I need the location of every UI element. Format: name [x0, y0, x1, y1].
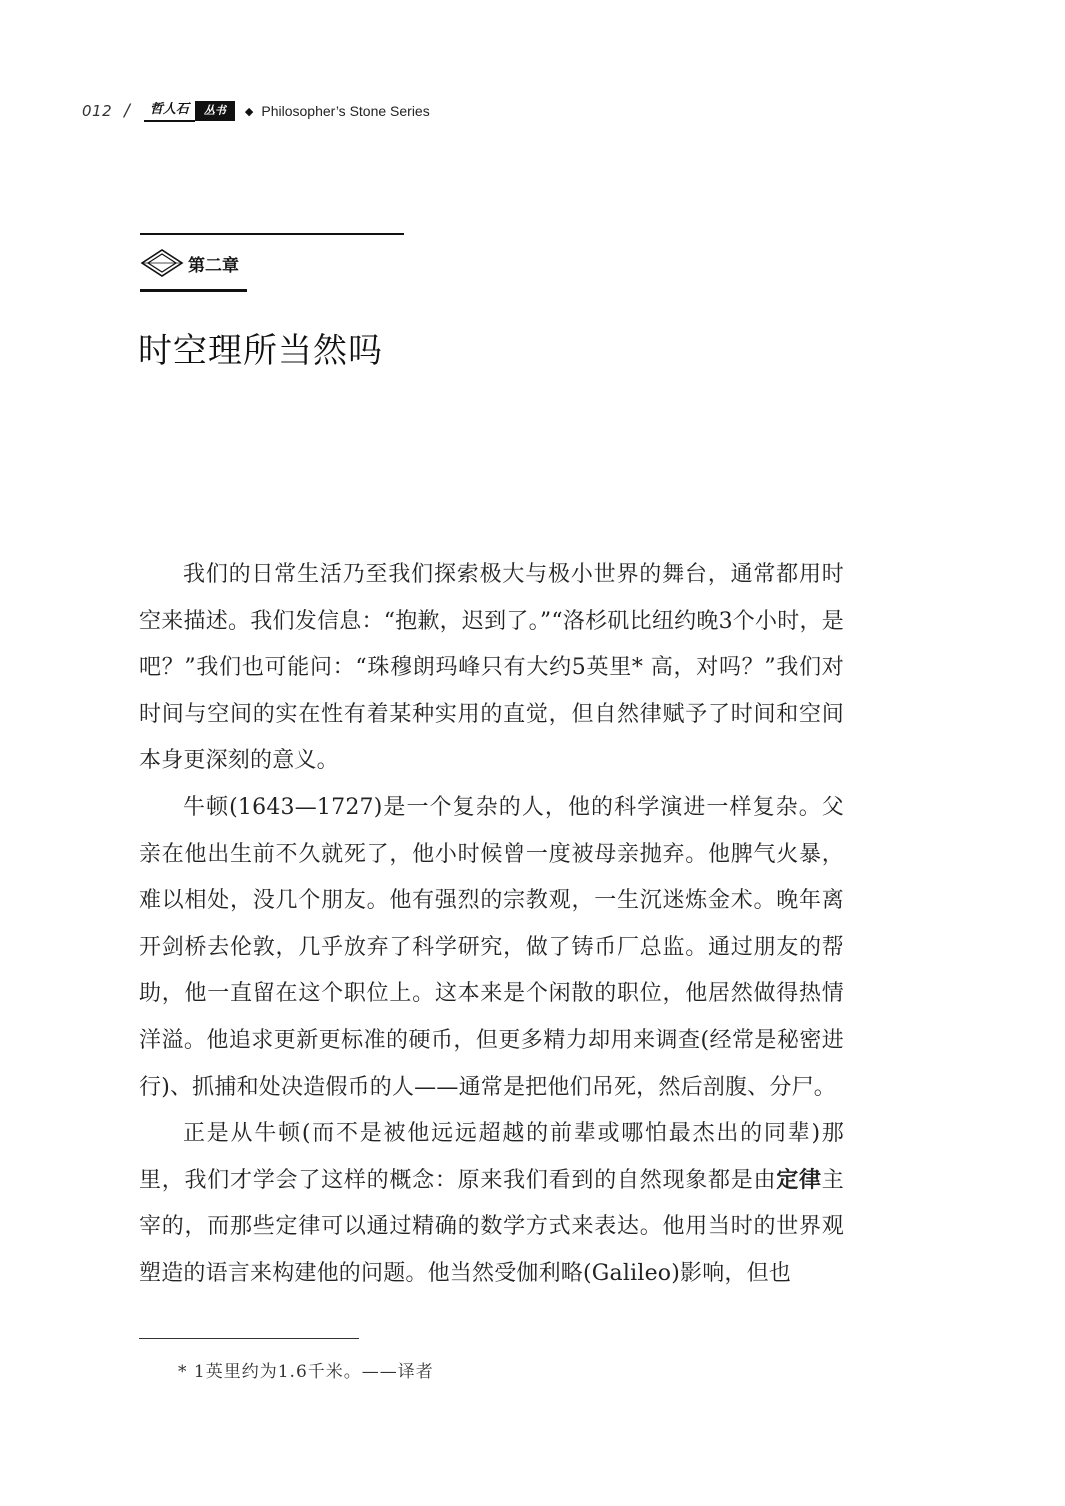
header-separator: / — [124, 101, 130, 121]
bold-term: 定律 — [776, 1167, 822, 1193]
logo-left-text: 哲人石 — [144, 100, 195, 122]
footnote: * 1英里约为1.6千米。——译者 — [178, 1362, 434, 1382]
footnote-rule — [139, 1338, 359, 1339]
paragraph-3-start: 正是从牛顿(而不是被他远远超越的前辈或哪怕最杰出的同辈)那里，我们才学会了这样的概念：原来我们看到的自然现象都是由 — [139, 1121, 844, 1193]
body-text — [139, 552, 844, 1298]
paragraph-1: 我们的日常生活乃至我们探索极大与极小世界的舞台，通常都用时空来描述。我们发信息：“抱歉，迟到了。”“洛杉矶比纽约晚3个小时，是吧？”我们也可能问：“珠穆朗玛峰只有大约5英里* 高，对吗？”我们对时间与空间的实在性有着某种实用的直觉，但自然律赋予了时间和空间本身更深刻的意义。 — [139, 562, 844, 774]
paragraph-2: 牛顿(1643—1727)是一个复杂的人，他的科学演进一样复杂。父亲在他出生前不久就死了，他小时候曾一度被母亲抛弃。他脾气火暴，难以相处，没几个朋友。他有强烈的宗教观，一生沉迷炼金术。晚年离开剑桥去伦敦，几乎放弃了科学研究，做了铸币厂总监。通过朋友的帮助，他一直留在这个职位上。这本来是个闲散的职位，他居然做得热情洋溢。他追求更新更标准的硬币，但更多精力却用来调查(经常是秘密进行)、抓捕和处决造假币的人——通常是把他们吊死，然后剖腹、分尸。 — [139, 794, 844, 1100]
page-number: 012 — [82, 102, 113, 120]
running-header — [82, 98, 430, 124]
chapter-heading — [140, 246, 239, 280]
chapter-diamond-icon — [140, 248, 184, 278]
paragraph-3-end: 主宰的，而那些定律可以通过精确的数学方式来表达。他用当时的世界观塑造的语言来构建他的问题。他当然受伽利略(Galileo)影响，但也 — [139, 1167, 844, 1286]
chapter-label: 第二章 — [188, 255, 239, 276]
series-name: Philosopher’s Stone Series — [261, 103, 430, 119]
series-logo — [144, 100, 235, 122]
logo-right-text: 丛书 — [195, 101, 235, 121]
chapter-title: 时空理所当然吗 — [138, 331, 383, 371]
diamond-bullet-icon: ◆ — [244, 104, 254, 118]
chapter-rule-bottom — [140, 289, 247, 292]
paragraph-3 — [139, 1111, 844, 1297]
chapter-rule-top — [140, 233, 404, 235]
